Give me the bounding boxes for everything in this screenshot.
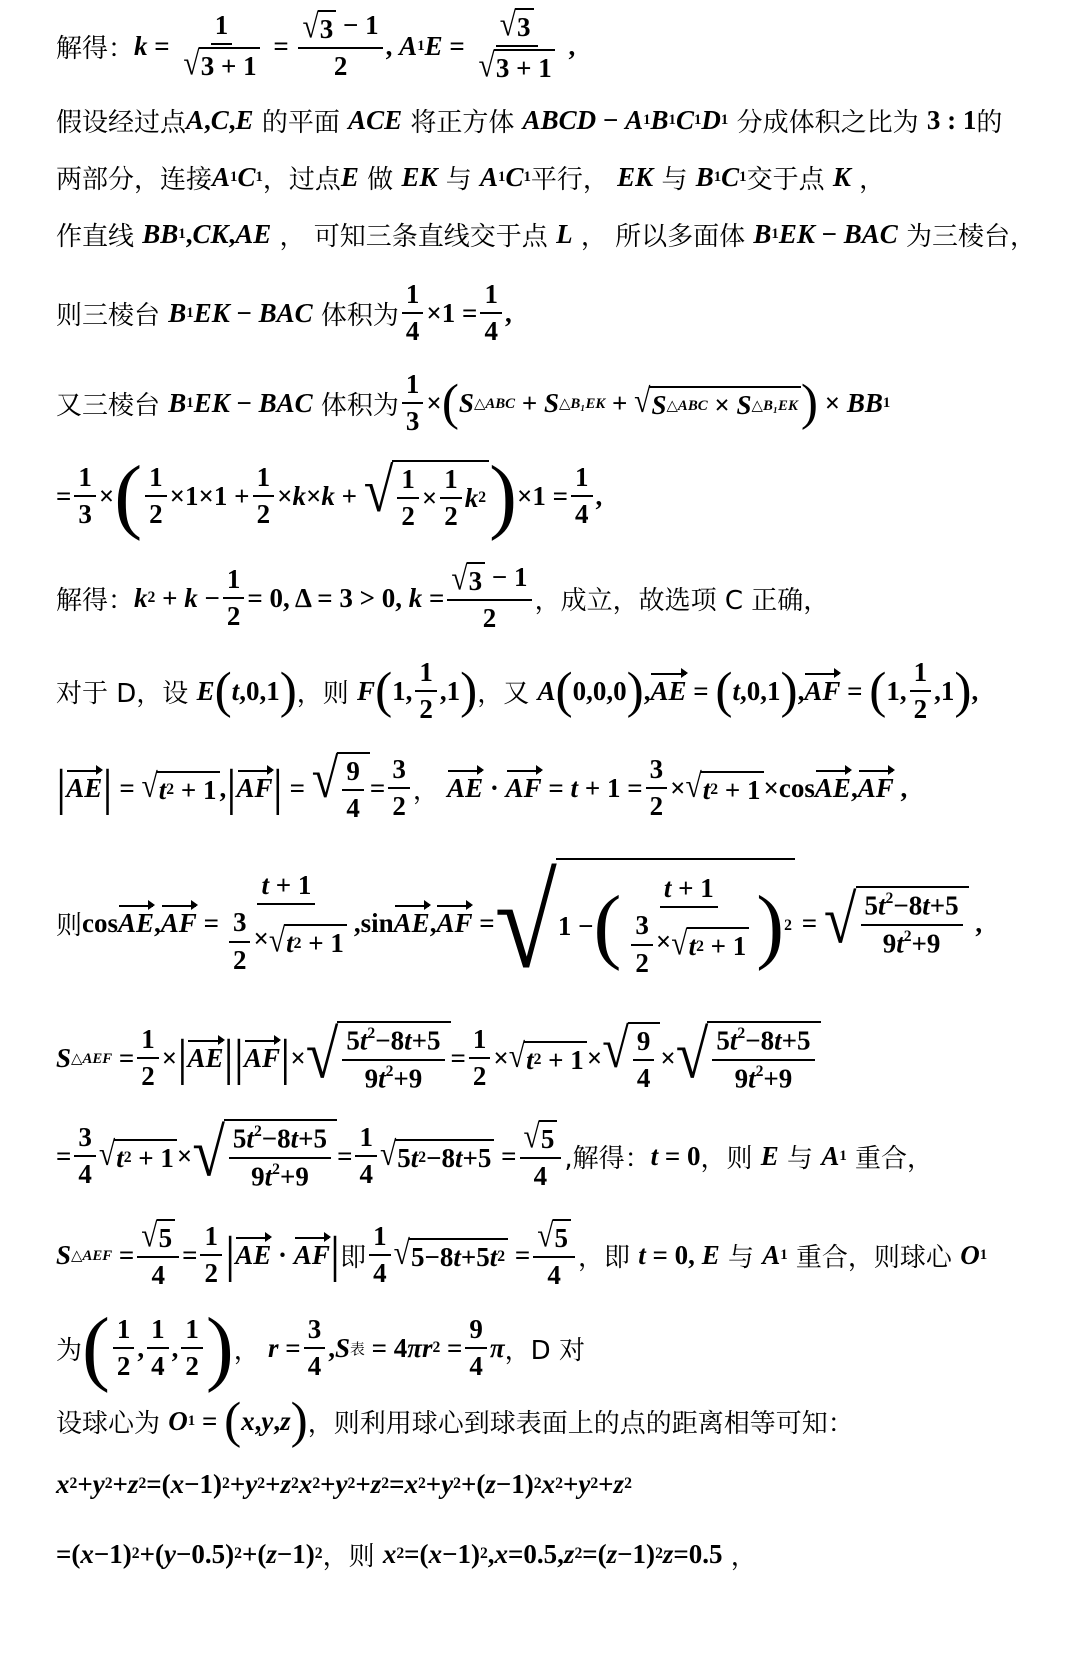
doc-line-1: 假设经过点 A , C , E 的平面 ACE 将正方体 ABCD − A 1 B 1 C 1 D 1 分成体积之比为 3 : 1 的 (56, 104, 1003, 138)
doc-line-16: x 2 + y 2 + z 2 =( x −1) 2 + y 2 + z 2 x 2 + y 2 + z 2 = x 2 + y 2 +( z −1) 2 x 2 + y 2 + z 2 (56, 1468, 632, 1499)
doc-line-14: 为 ( $\frac{1}{2}$ , $\frac{1}{4}$ , $\frac{1}{2}$ ) ， r = $\frac{3}{4}$ , S 表 = 4 πr 2 = $\frac{9}{4}$ π ，D 对 (56, 1300, 585, 1394)
doc-line-7: 解得： k 2 + k − $\frac{1}{2}$ = 0, Δ = 3 > 0, k = √ 3 − 1 2 ，成立，故选项 C 正确， (56, 560, 830, 634)
doc-line-11: S △AEF = $\frac{1}{2}$ × | AE || AF | × √ $\frac{5t^2-8t+5}{9t^2+9}$ = $\frac{1}{2}$ × √ t 2 + 1 × √ $\frac{9}{4}$ × √ $\frac{5t^2-8t+5}{9t^2+9}$ (56, 1018, 1070, 1098)
doc-line-5: 又三棱台 B 1 EK − BAC 体积为 $\frac{1}{3}$ × ( S △ABC + S △B₁EK + √ S △ABC × S △B₁EK ) × BB 1 (56, 368, 891, 436)
doc-line-13: S △AEF = √ 5 4 = $\frac{1}{2}$ | AE · AF | 即 $\frac{1}{4}$ √ 5−8 t +5 t 2 = √ 5 4 ，即 t = 0, E 与 A 1 重合，则球心 O 1 (56, 1217, 988, 1291)
doc-line-6: = $\frac{1}{3}$ × ( $\frac{1}{2}$ ×1×1 + $\frac{1}{2}$ × k × k + √ $\frac{1}{2}$ × $\frac{1}{2}$ k 2 ) ×1 = $\frac{1}{4}$ , (56, 448, 603, 542)
doc-line-0: 解得： k = 1 √ 3 + 1 = √ 3 − 1 2 , A 1 E = √ 3 √ 3 + 1 , (56, 6, 576, 85)
doc-line-17: =( x −1) 2 +( y −0.5) 2 +( z −1) 2 ，则 x 2 =( x −1) 2 , x =0.5, z 2 =( z −1) 2 z =0.5 ， (56, 1538, 757, 1572)
doc-line-12: = $\frac{3}{4}$ √ t 2 + 1 × √ $\frac{5t^2-8t+5}{9t^2+9}$ = $\frac{1}{4}$ √ 5 t 2 −8 t +5 = √ 5 4 ,解得： t = 0 ，则 E 与 A 1 重合， (56, 1114, 934, 1192)
doc-line-8: 对于 D，设 E ( t ,0,1 ) ，则 F ( 1, $\frac{1}{2}$ ,1 ) ，又 A ( 0,0,0 ) , AE = ( t ,0,1 ) , AF = ( 1, $\frac{1}{2}$ ,1 ) , (56, 656, 979, 724)
doc-line-3: 作直线 BB 1 , CK , AE ， 可知三条直线交于点 L ， 所以多面体 B 1 EK − BAC 为三棱台， (56, 218, 1037, 252)
doc-line-15: 设球心为 O 1 = ( x , y , z ) ，则利用球心到球表面上的点的距离相等可知： (56, 1392, 854, 1450)
doc-line-9: | AE | = √ t 2 + 1 , | AF | = √ $\frac{9}{4}$ = $\frac{3}{2}$ ， AE · AF = t + 1 = $\frac{3}{2}$ × √ t 2 + 1 ×cos AE , AF , (56, 747, 908, 823)
doc-line-4: 则三棱台 B 1 EK − BAC 体积为 $\frac{1}{4}$ ×1 = $\frac{1}{4}$ , (56, 278, 512, 346)
doc-line-2: 两部分，连接 A 1 C 1 ，过点 E 做 EK 与 A 1 C 1 平行， EK 与 B 1 C 1 交于点 K ， (56, 161, 886, 195)
doc-line-10: 则 cos AE , AF = t + 1 $\frac{3}{2}$ × √ t 2 + 1 ,sin AE , AF = √ 1 − ( t + 1 $\frac{3}{2}$ × √ t 2 + 1 ) 2 = √ $\frac{5t^2-8t+5}{9t^2+9}$ , (56, 849, 983, 995)
